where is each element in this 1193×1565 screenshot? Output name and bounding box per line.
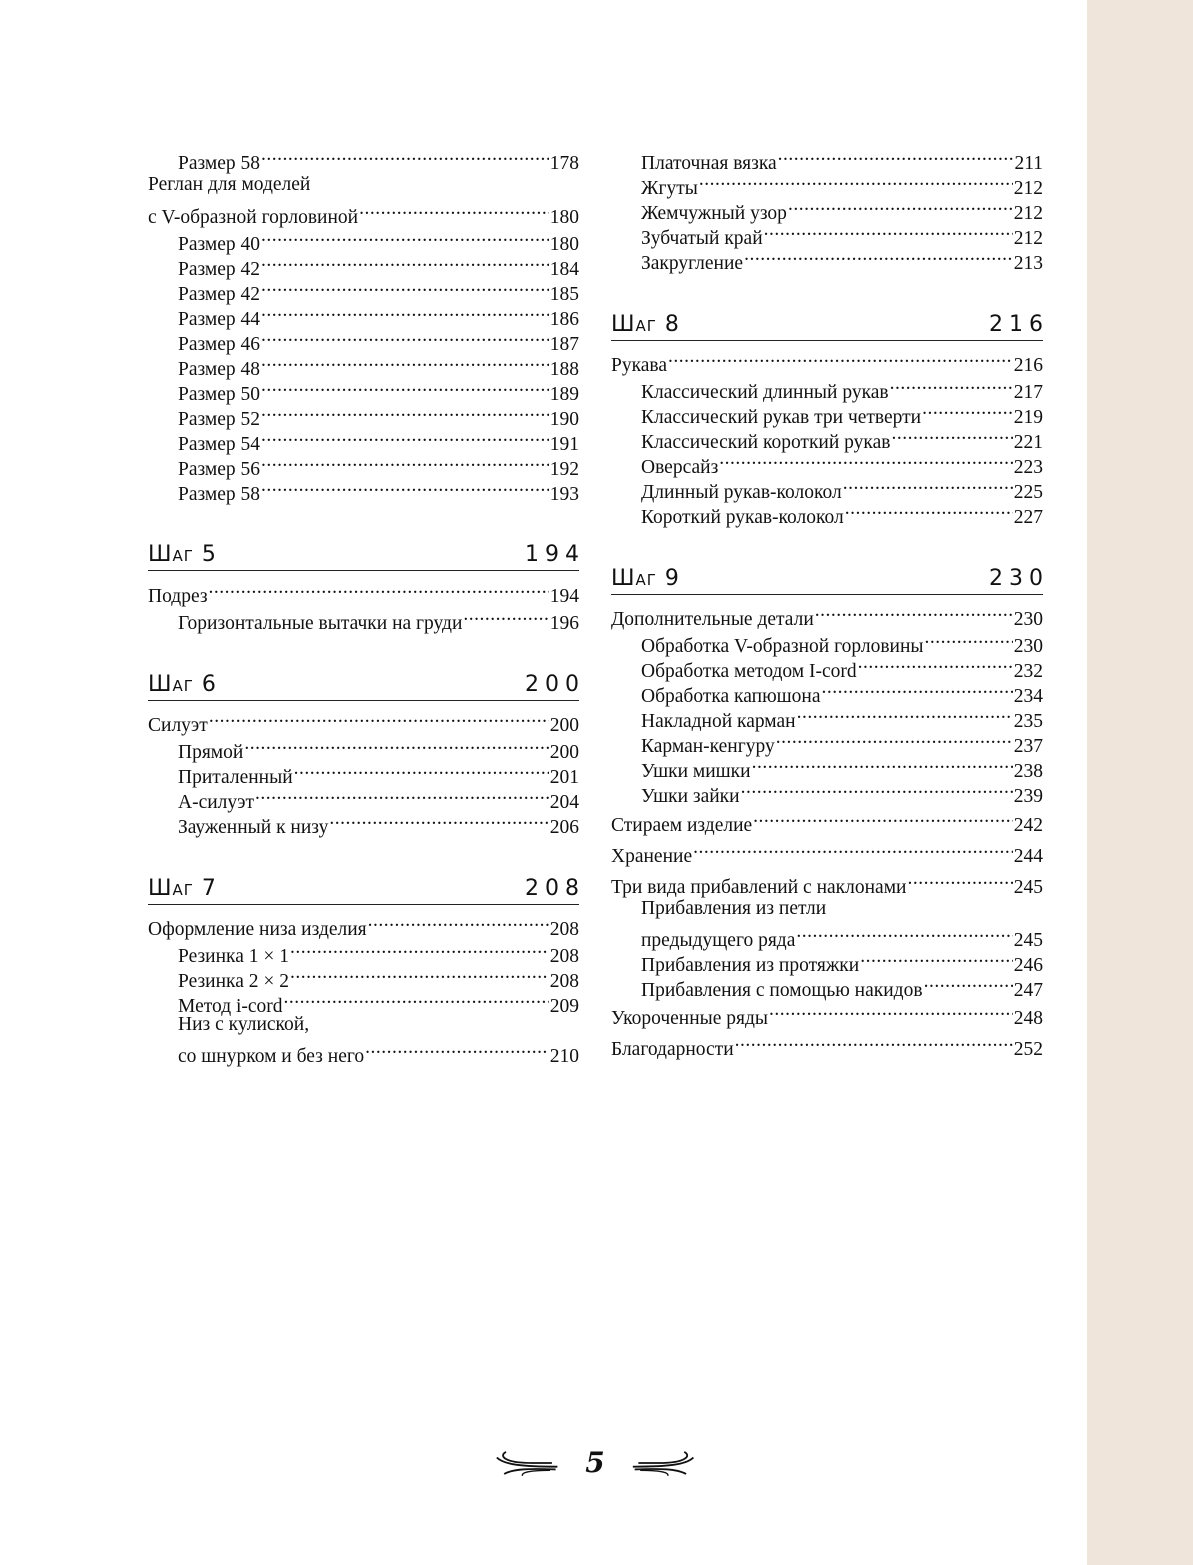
entry-title: Оверсайз <box>641 457 719 478</box>
dot-leader <box>261 300 549 325</box>
entry-page: 225 <box>1013 482 1043 503</box>
entry-page: 247 <box>1013 980 1043 1001</box>
entry-page: 223 <box>1013 457 1043 478</box>
toc-entry[interactable] <box>641 194 1043 224</box>
entry-page: 232 <box>1013 661 1043 682</box>
toc-entry[interactable] <box>178 733 579 763</box>
entry-page: 245 <box>1013 930 1043 951</box>
dot-leader <box>925 627 1013 652</box>
entry-title: Зубчатый край <box>641 228 763 249</box>
entry-page: 210 <box>549 1046 579 1067</box>
toc-entry[interactable] <box>641 498 1043 528</box>
entry-page: 212 <box>1013 203 1043 224</box>
dot-leader <box>284 987 549 1012</box>
toc-entry[interactable] <box>178 758 579 788</box>
dot-leader <box>261 425 549 450</box>
toc-entry <box>641 896 1043 921</box>
dot-leader <box>261 400 549 425</box>
entry-page: 190 <box>549 409 579 430</box>
entry-page: 212 <box>1013 178 1043 199</box>
toc-entry[interactable] <box>611 837 1043 867</box>
entry-page: 209 <box>549 996 579 1017</box>
dot-leader <box>764 219 1013 244</box>
entry-title: Обработка V-образной горловины <box>641 636 924 657</box>
toc-entry[interactable] <box>641 946 1043 976</box>
entry-title: А-силуэт <box>178 792 255 813</box>
section-heading-step-5[interactable] <box>148 538 585 571</box>
dot-leader <box>261 450 549 475</box>
entry-title: Горизонтальные вытачки на груди <box>178 613 463 634</box>
entry-title: Размер 50 <box>178 384 261 405</box>
entry-page: 180 <box>549 234 579 255</box>
toc-entry[interactable] <box>178 400 579 430</box>
entry-title: Прибавления из петли <box>641 898 827 919</box>
entry-title: Жгуты <box>641 178 698 199</box>
entry-page: 208 <box>549 971 579 992</box>
toc-entry[interactable] <box>641 398 1043 428</box>
entry-title: Жемчужный узор <box>641 203 787 224</box>
entry-page: 187 <box>549 334 579 355</box>
entry-page: 248 <box>1013 1008 1043 1029</box>
dot-leader <box>776 727 1013 752</box>
entry-title: Размер 48 <box>178 359 261 380</box>
dot-leader <box>845 498 1013 523</box>
dot-leader <box>261 144 549 169</box>
entry-title: со шнурком и без него <box>178 1046 365 1067</box>
heading-label: Шаг 6 <box>148 672 217 697</box>
dot-leader <box>922 398 1013 423</box>
dot-leader <box>741 777 1013 802</box>
entry-page: 189 <box>549 384 579 405</box>
entry-page: 191 <box>549 434 579 455</box>
dot-leader <box>261 375 549 400</box>
dot-leader <box>744 244 1013 269</box>
entry-title: Метод i-cord <box>178 996 283 1017</box>
entry-title: Размер 58 <box>178 153 261 174</box>
entry-page: 237 <box>1013 736 1043 757</box>
entry-page: 238 <box>1013 761 1043 782</box>
dot-leader <box>261 250 549 275</box>
dot-leader <box>891 423 1012 448</box>
toc-entry[interactable] <box>641 144 1043 174</box>
toc-entry[interactable] <box>178 300 579 330</box>
entry-page: 227 <box>1013 507 1043 528</box>
dot-leader <box>255 783 549 808</box>
entry-page: 200 <box>549 715 579 736</box>
entry-title: Подрез <box>148 586 208 607</box>
toc-entry[interactable] <box>641 169 1043 199</box>
entry-page: 211 <box>1014 153 1043 174</box>
dot-leader <box>753 806 1013 831</box>
entry-page: 206 <box>549 817 579 838</box>
dot-leader <box>890 373 1013 398</box>
dot-leader <box>290 962 549 987</box>
toc-entry[interactable] <box>611 600 1043 630</box>
entry-title: Платочная вязка <box>641 153 777 174</box>
entry-page: 242 <box>1013 815 1043 836</box>
dot-leader <box>261 325 549 350</box>
entry-page: 219 <box>1013 407 1043 428</box>
entry-title: Классический короткий рукав <box>641 432 891 453</box>
entry-title: Зауженный к низу <box>178 817 329 838</box>
dot-leader <box>329 808 548 833</box>
heading-label: Шаг 8 <box>611 312 680 337</box>
dot-leader <box>699 169 1013 194</box>
entry-title: Рукава <box>611 355 668 376</box>
page-footer <box>495 1440 695 1485</box>
dot-leader <box>261 225 549 250</box>
dot-leader <box>365 1037 549 1062</box>
entry-page: 188 <box>549 359 579 380</box>
dot-leader <box>860 946 1013 971</box>
entry-title: Размер 44 <box>178 309 261 330</box>
entry-title: Хранение <box>611 846 693 867</box>
entry-title: Укороченные ряды <box>611 1008 769 1029</box>
entry-page: 204 <box>549 792 579 813</box>
toc-entry[interactable] <box>641 677 1043 707</box>
entry-page: 193 <box>549 484 579 505</box>
toc-entry <box>148 172 579 197</box>
dot-leader <box>796 921 1012 946</box>
dot-leader <box>843 473 1013 498</box>
heading-label: Шаг 5 <box>148 542 217 567</box>
entry-page: 200 <box>549 742 579 763</box>
entry-title: Размер 52 <box>178 409 261 430</box>
dot-leader <box>822 677 1013 702</box>
entry-title: Короткий рукав-колокол <box>641 507 844 528</box>
entry-title: Прибавления с помощью накидов <box>641 980 923 1001</box>
dot-leader <box>797 702 1013 727</box>
toc-entry[interactable] <box>178 808 579 838</box>
dot-leader <box>261 350 549 375</box>
section-heading-step-7[interactable] <box>148 872 585 905</box>
entry-title: Размер 40 <box>178 234 261 255</box>
entry-title: Дополнительные детали <box>611 609 814 630</box>
entry-title: Классический рукав три четверти <box>641 407 922 428</box>
entry-page: 246 <box>1013 955 1043 976</box>
page-edge-strip <box>1087 0 1193 1565</box>
toc-entry[interactable] <box>178 937 579 967</box>
entry-page: 185 <box>549 284 579 305</box>
entry-title: Ушки мишки <box>641 761 751 782</box>
toc-entry[interactable] <box>178 604 579 634</box>
entry-page: 178 <box>549 153 579 174</box>
toc-entry[interactable] <box>641 971 1043 1001</box>
entry-title: Размер 54 <box>178 434 261 455</box>
toc-entry[interactable] <box>641 702 1043 732</box>
entry-title: предыдущего ряда <box>641 930 796 951</box>
entry-title: Прибавления из протяжки <box>641 955 860 976</box>
toc-entry[interactable] <box>148 198 579 228</box>
entry-page: 184 <box>549 259 579 280</box>
entry-title: Накладной карман <box>641 711 796 732</box>
toc-entry[interactable] <box>641 777 1043 807</box>
entry-title: Размер 58 <box>178 484 261 505</box>
toc-entry[interactable] <box>641 448 1043 478</box>
toc-entry[interactable] <box>148 910 579 940</box>
heading-page: 194 <box>525 542 585 567</box>
toc-entry[interactable] <box>641 219 1043 249</box>
entry-page: 221 <box>1013 432 1043 453</box>
toc-entry[interactable] <box>148 577 579 607</box>
toc-entry[interactable] <box>641 752 1043 782</box>
toc-entry[interactable] <box>178 962 579 992</box>
entry-title: Обработка капюшона <box>641 686 821 707</box>
dot-leader <box>907 868 1012 893</box>
toc-entry[interactable] <box>641 373 1043 403</box>
section-heading-step-9[interactable] <box>611 562 1049 595</box>
dot-leader <box>290 937 549 962</box>
dot-leader <box>719 448 1012 473</box>
heading-label: Шаг 9 <box>611 566 680 591</box>
entry-page: 213 <box>1013 253 1043 274</box>
toc-entry[interactable] <box>611 1030 1043 1060</box>
dot-leader <box>924 971 1013 996</box>
entry-page: 208 <box>549 946 579 967</box>
entry-page: 239 <box>1013 786 1043 807</box>
toc-entry[interactable] <box>641 921 1043 951</box>
entry-title: Обработка методом I-cord <box>641 661 857 682</box>
entry-page: 201 <box>549 767 579 788</box>
toc-entry[interactable] <box>178 275 579 305</box>
toc-entry[interactable] <box>611 999 1043 1029</box>
heading-page: 230 <box>989 566 1049 591</box>
toc-entry[interactable] <box>178 425 579 455</box>
toc-entry[interactable] <box>178 475 579 505</box>
entry-title: Приталенный <box>178 767 293 788</box>
entry-title: Низ с кулиской, <box>178 1014 310 1035</box>
entry-title: Закругление <box>641 253 744 274</box>
entry-title: Резинка 2 × 2 <box>178 971 290 992</box>
dot-leader <box>209 706 549 731</box>
dot-leader <box>209 577 549 602</box>
swirl-ornament-right-icon <box>631 1445 695 1481</box>
toc-entry[interactable] <box>641 423 1043 453</box>
entry-title: Резинка 1 × 1 <box>178 946 290 967</box>
section-heading-step-6[interactable] <box>148 668 585 701</box>
dot-leader <box>261 275 549 300</box>
toc-entry[interactable] <box>641 244 1043 274</box>
entry-title: Прямой <box>178 742 244 763</box>
entry-title: Размер 42 <box>178 259 261 280</box>
entry-title: Размер 42 <box>178 284 261 305</box>
dot-leader <box>359 198 549 223</box>
toc-entry <box>178 1012 579 1037</box>
toc-entry[interactable] <box>178 987 579 1017</box>
entry-title: Благодарности <box>611 1039 734 1060</box>
swirl-ornament-left-icon <box>495 1445 559 1481</box>
dot-leader <box>735 1030 1013 1055</box>
toc-entry[interactable] <box>178 250 579 280</box>
toc-entry[interactable] <box>178 1037 579 1067</box>
toc-entry[interactable] <box>641 652 1043 682</box>
entry-title: Реглан для моделей <box>148 174 311 195</box>
entry-page: 194 <box>549 586 579 607</box>
toc-entry[interactable] <box>178 350 579 380</box>
entry-page: 212 <box>1013 228 1043 249</box>
toc-entry[interactable] <box>611 868 1043 898</box>
dot-leader <box>769 999 1013 1024</box>
entry-page: 235 <box>1013 711 1043 732</box>
dot-leader <box>368 910 549 935</box>
entry-page: 196 <box>549 613 579 634</box>
entry-title: Силуэт <box>148 715 208 736</box>
entry-page: 180 <box>549 207 579 228</box>
entry-page: 234 <box>1013 686 1043 707</box>
entry-title: Размер 46 <box>178 334 261 355</box>
heading-page: 208 <box>525 876 585 901</box>
entry-page: 216 <box>1013 355 1043 376</box>
dot-leader <box>294 758 549 783</box>
entry-page: 245 <box>1013 877 1043 898</box>
entry-title: Стираем изделие <box>611 815 753 836</box>
toc-entry[interactable] <box>611 806 1043 836</box>
section-heading-step-8[interactable] <box>611 308 1049 341</box>
entry-title: Оформление низа изделия <box>148 919 367 940</box>
toc-entry[interactable] <box>178 144 579 174</box>
dot-leader <box>778 144 1014 169</box>
entry-title: Карман-кенгуру <box>641 736 775 757</box>
dot-leader <box>693 837 1013 862</box>
toc-entry[interactable] <box>178 225 579 255</box>
entry-page: 208 <box>549 919 579 940</box>
entry-page: 244 <box>1013 846 1043 867</box>
toc-entry[interactable] <box>178 450 579 480</box>
dot-leader <box>463 604 548 629</box>
toc-entry[interactable] <box>641 473 1043 503</box>
toc-entry[interactable] <box>178 325 579 355</box>
entry-page: 192 <box>549 459 579 480</box>
entry-page: 252 <box>1013 1039 1043 1060</box>
dot-leader <box>788 194 1013 219</box>
entry-title: Классический длинный рукав <box>641 382 889 403</box>
entry-title: Ушки зайки <box>641 786 740 807</box>
entry-title: с V-образной горловиной <box>148 207 359 228</box>
entry-title: Три вида прибавлений с наклонами <box>611 877 907 898</box>
dot-leader <box>858 652 1013 677</box>
toc-entry[interactable] <box>148 706 579 736</box>
entry-page: 186 <box>549 309 579 330</box>
dot-leader <box>261 475 549 500</box>
entry-page: 230 <box>1013 609 1043 630</box>
toc-entry[interactable] <box>641 727 1043 757</box>
toc-entry[interactable] <box>641 627 1043 657</box>
page-number: 5 <box>585 1446 605 1479</box>
dot-leader <box>815 600 1013 625</box>
entry-page: 217 <box>1013 382 1043 403</box>
heading-label: Шаг 7 <box>148 876 217 901</box>
heading-page: 216 <box>989 312 1049 337</box>
toc-entry[interactable] <box>178 375 579 405</box>
toc-entry[interactable] <box>611 346 1043 376</box>
entry-page: 230 <box>1013 636 1043 657</box>
entry-title: Размер 56 <box>178 459 261 480</box>
heading-page: 200 <box>525 672 585 697</box>
dot-leader <box>752 752 1013 777</box>
entry-title: Длинный рукав-колокол <box>641 482 842 503</box>
dot-leader <box>668 346 1013 371</box>
dot-leader <box>244 733 548 758</box>
toc-entry[interactable] <box>178 783 579 813</box>
